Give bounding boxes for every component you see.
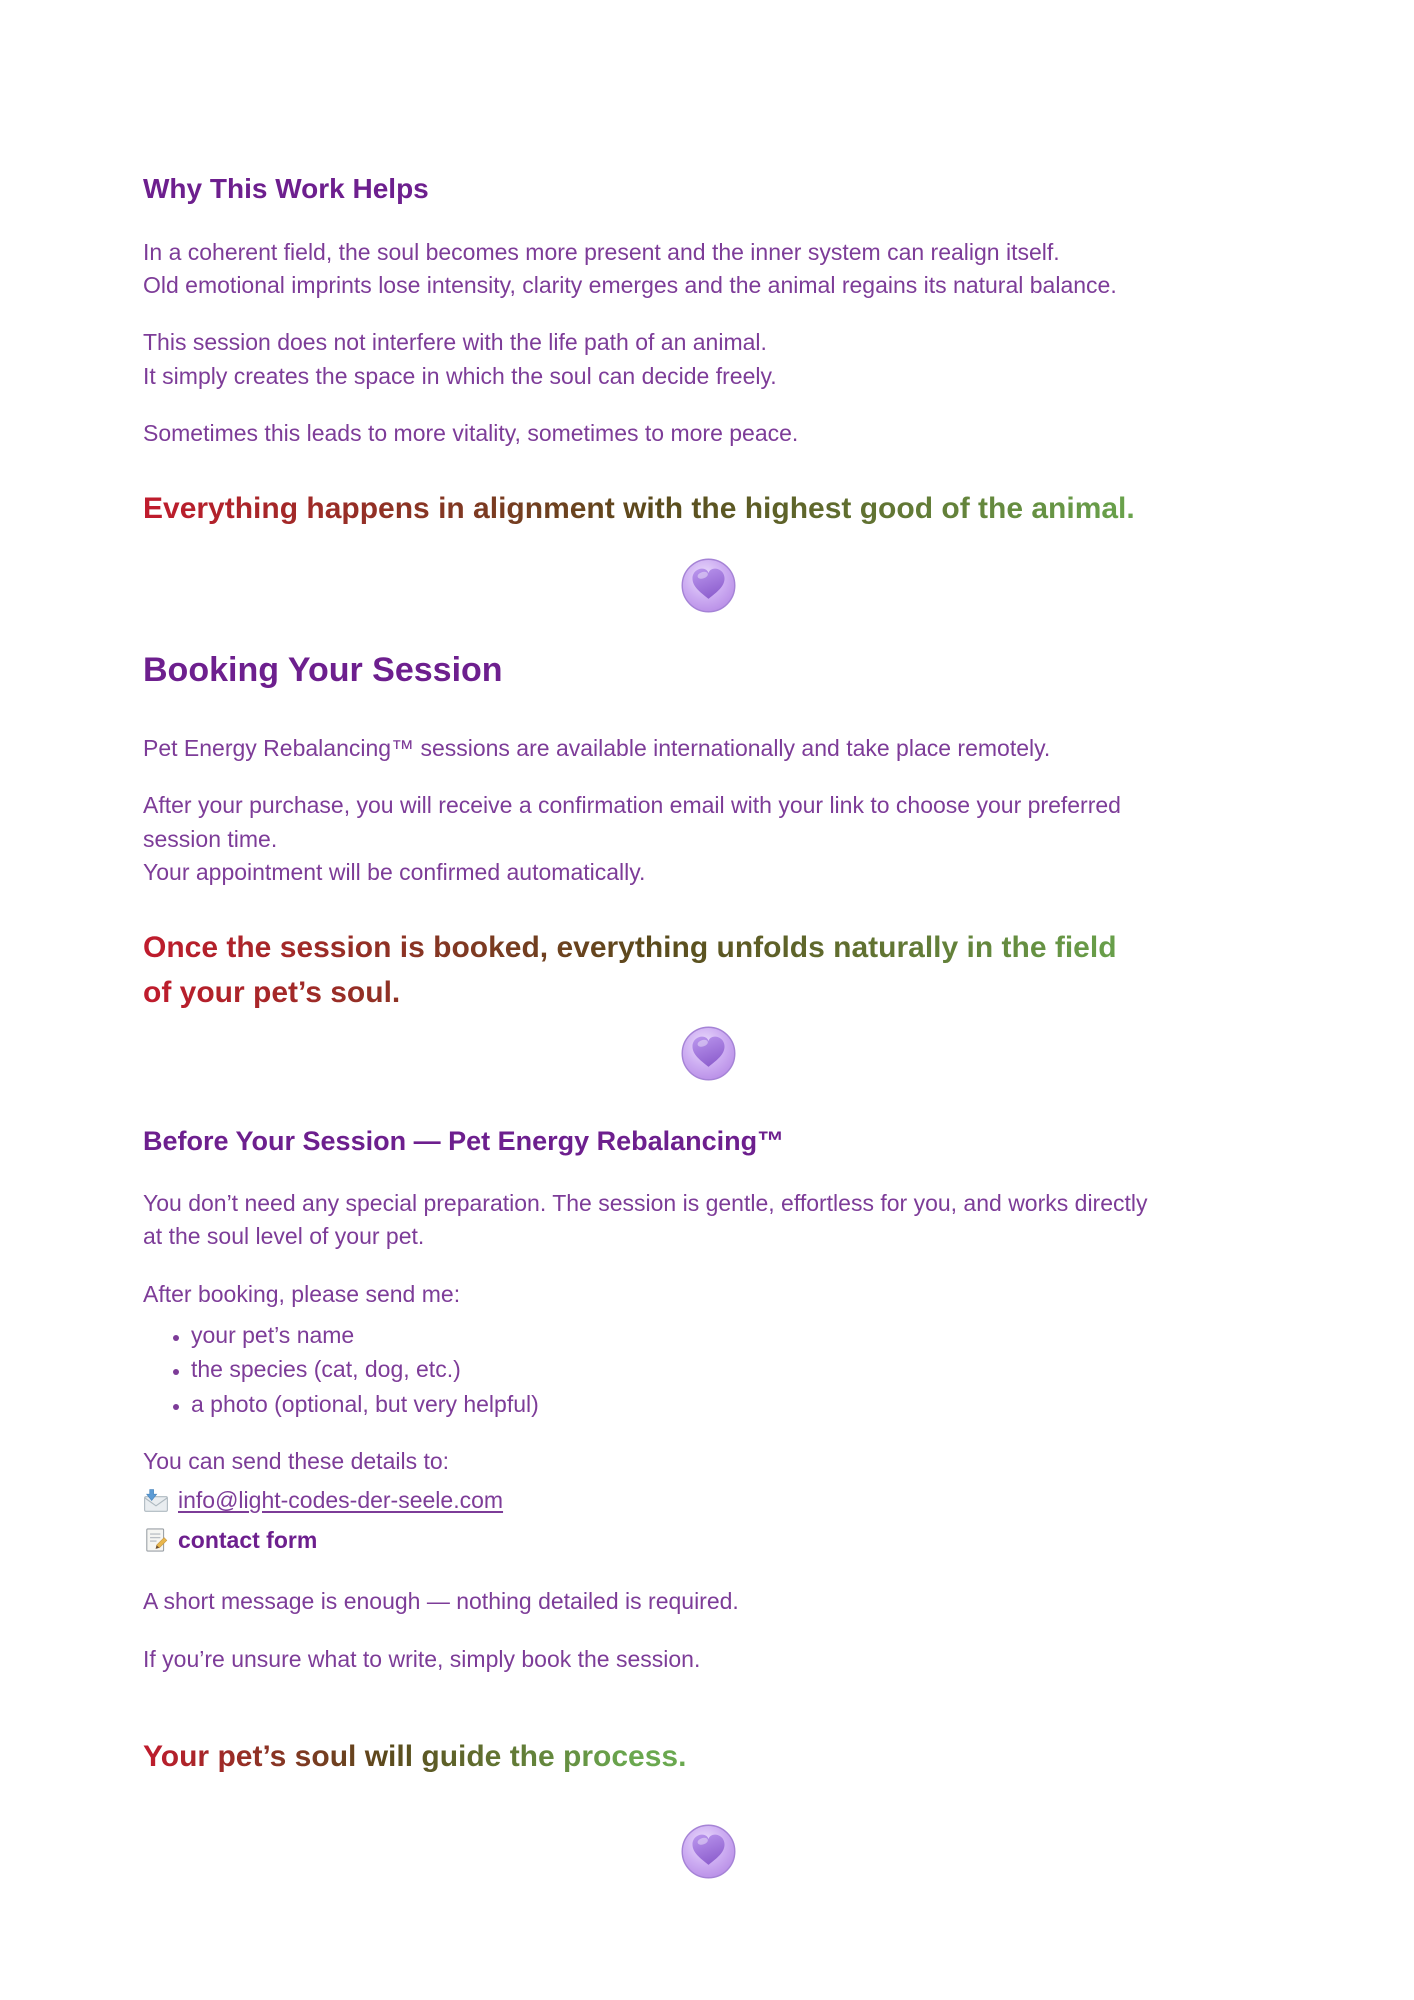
email-line [143, 1483, 1274, 1518]
list-item: • a photo (optional, but very helpful) [191, 1388, 1274, 1421]
booking-gradient-headline-line-2: of your pet’s soul. [143, 976, 401, 1010]
closing-gradient-headline: Your pet’s soul will guide the process. [143, 1734, 686, 1779]
list-item: • the species (cat, dog, etc.) [191, 1353, 1274, 1386]
send-details-list [143, 1319, 1274, 1421]
why-paragraph-3: Sometimes this leads to more vitality, sometimes to more peace. [143, 419, 799, 446]
heart-divider-2 [143, 1025, 1274, 1087]
booking-paragraph-2-line-2: session time. [143, 825, 278, 852]
booking-gradient-headline [143, 925, 1274, 1015]
before-paragraph-1-line-1: You don’t need any special preparation. The session is gentle, effortless for you, and works directly [143, 1189, 1148, 1216]
before-paragraph-1 [143, 1187, 1274, 1254]
before-paragraph-1-line-2: at the soul level of your pet. [143, 1223, 425, 1250]
list-item: • your pet’s name [191, 1319, 1274, 1352]
why-paragraph-1 [143, 236, 1274, 303]
heart-divider-1 [143, 557, 1274, 619]
why-gradient-headline: Everything happens in alignment with the highest good of the animal. [143, 486, 1274, 531]
before-paragraph-5: If you’re unsure what to write, simply book the session. [143, 1645, 701, 1672]
why-section-heading: Why This Work Helps [143, 173, 429, 204]
contact-form-link[interactable]: contact form [178, 1526, 318, 1553]
booking-paragraph-1: Pet Energy Rebalancing™ sessions are available internationally and take place remotely. [143, 734, 1051, 761]
why-paragraph-2 [143, 326, 1274, 393]
why-paragraph-1-line-2: Old emotional imprints lose intensity, clarity emerges and the animal regains its natural balance. [143, 271, 1117, 298]
booking-paragraph-2 [143, 789, 1274, 889]
contact-form-line [143, 1523, 1274, 1558]
booking-gradient-headline-line-1: Once the session is booked, everything unfolds naturally in the field [143, 931, 1117, 965]
booking-paragraph-2-line-1: After your purchase, you will receive a confirmation email with your link to choose your preferred [143, 792, 1121, 819]
before-section-heading: Before Your Session — Pet Energy Rebalancing™ [143, 1126, 785, 1157]
purple-heart-icon [680, 557, 737, 614]
booking-paragraph-2-line-3: Your appointment will be confirmed automatically. [143, 858, 646, 885]
contact-block [143, 1445, 1274, 1557]
purple-heart-icon [680, 1025, 737, 1082]
before-paragraph-2: After booking, please send me: [143, 1280, 461, 1307]
before-paragraph-4: A short message is enough — nothing detailed is required. [143, 1588, 739, 1615]
purple-heart-icon [680, 1823, 737, 1880]
why-paragraph-1-line-1: In a coherent field, the soul becomes more present and the inner system can realign itself. [143, 238, 1060, 265]
why-paragraph-2-line-1: This session does not interfere with the life path of an animal. [143, 329, 767, 356]
incoming-envelope-icon [143, 1488, 169, 1514]
email-link[interactable]: info@light-codes-der-seele.com [178, 1487, 504, 1514]
booking-section-heading: Booking Your Session [143, 651, 503, 690]
memo-icon [143, 1527, 169, 1553]
heart-divider-3 [143, 1823, 1274, 1885]
why-paragraph-2-line-2: It simply creates the space in which the soul can decide freely. [143, 362, 777, 389]
before-paragraph-3: You can send these details to: [143, 1448, 450, 1474]
